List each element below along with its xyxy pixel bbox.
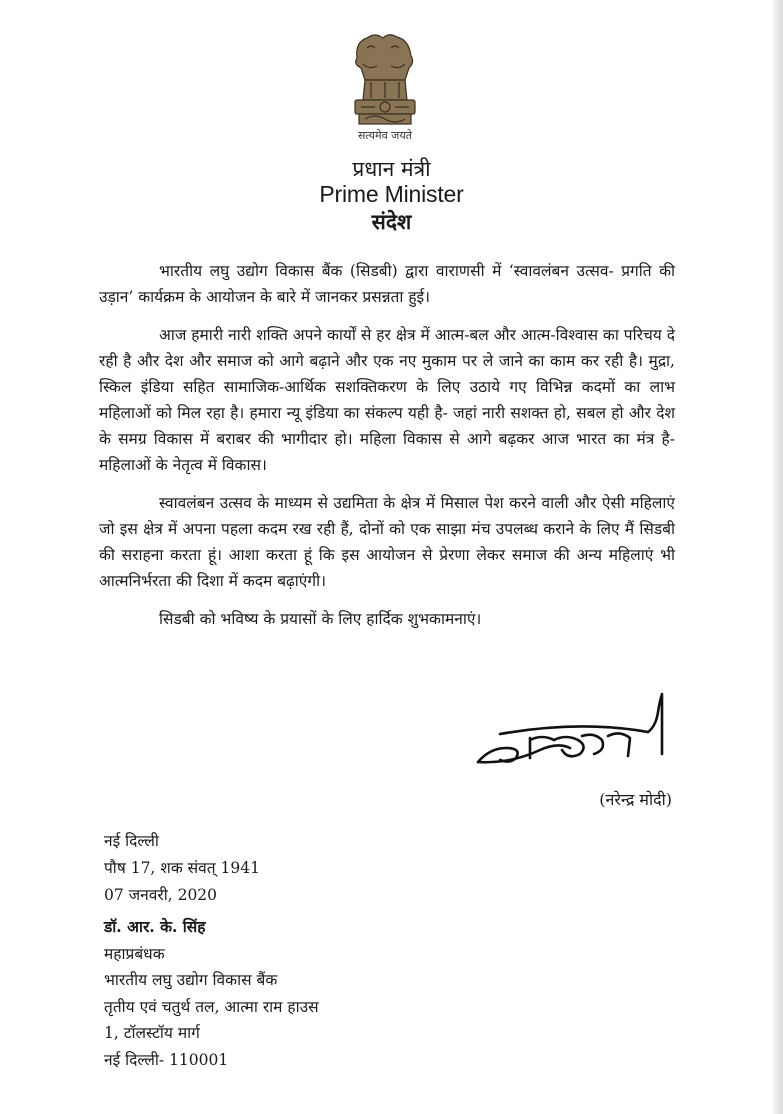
emblem-motto: सत्यमेव जयते xyxy=(357,129,412,142)
message-heading: संदेश xyxy=(371,209,412,234)
addressee-city-pin: नई दिल्ली- 110001 xyxy=(104,1050,229,1069)
office-title-english: Prime Minister xyxy=(319,181,464,207)
paragraph-1: भारतीय लघु उद्योग विकास बैंक (सिडबी) द्वारा वाराणसी में ‘स्वावलंबन उत्सव- प्रगति की उड़ान’ कार्यक्रम के आयोजन के बारे में जानकर प्रसन्नता हुई। xyxy=(99,262,675,306)
addressee-name: डॉ. आर. के. सिंह xyxy=(104,917,206,936)
addressee-organisation: भारतीय लघु उद्योग विकास बैंक xyxy=(104,971,278,989)
paragraph-2: आज हमारी नारी शक्ति अपने कार्यों से हर क्षेत्र में आत्म-बल और आत्म-विश्वास का परिचय दे रही है और देश और समाज को आगे बढ़ाने और एक नए मुकाम पर ले जाने का काम कर रही है। मुद्रा, स्किल इंडिया सहित सामाजिक-आर्थिक सशक्तिकरण के लिए उठाये गए विभिन्न कदमों का लाभ महिलाओं को मिल रहा है। हमारा न्यू इंडिया का संकल्प यही है- जहां नारी सशक्त हो, सबल हो और देश के समग्र विकास में बराबर की भागीदार हो। महिला विकास से आगे बढ़कर आज भारत का मंत्र है- महिलाओं के नेतृत्व में विकास। xyxy=(99,326,675,474)
signer-name: (नरेन्द्र मोदी) xyxy=(599,790,672,809)
place: नई दिल्ली xyxy=(104,832,159,850)
message-body xyxy=(99,258,675,644)
national-emblem-icon xyxy=(345,28,425,136)
addressee-block xyxy=(104,914,319,1073)
addressee-designation: महाप्रबंधक xyxy=(104,944,165,963)
addressee-street: 1, टॉलस्टॉय मार्ग xyxy=(104,1024,200,1042)
gregorian-date: 07 जनवरी, 2020 xyxy=(104,886,218,904)
handwritten-signature xyxy=(470,690,680,780)
place-and-date xyxy=(104,828,260,909)
addressee-floor: तृतीय एवं चतुर्थ तल, आत्मा राम हाउस xyxy=(104,997,319,1016)
saka-date: पौष 17, शक संवत् 1941 xyxy=(104,859,260,877)
paragraph-3: स्वावलंबन उत्सव के माध्यम से उद्यमिता के क्षेत्र में मिसाल पेश करने वाली और ऐसी महिलाएं जो इस क्षेत्र में अपना पहला कदम रख रही हैं, दोनों को एक साझा मंच उपलब्ध कराने के लिए मैं सिडबी की सराहना करता हूं। आशा करता हूं कि इस आयोजन से प्रेरणा लेकर समाज की अन्य महिलाएं भी आत्मनिर्भरता की दिशा में कदम बढ़ाएंगी। xyxy=(99,494,675,590)
paragraph-4: सिडबी को भविष्य के प्रयासों के लिए हार्दिक शुभकामनाएं। xyxy=(159,610,482,628)
office-title-hindi: प्रधान मंत्री xyxy=(352,157,431,181)
